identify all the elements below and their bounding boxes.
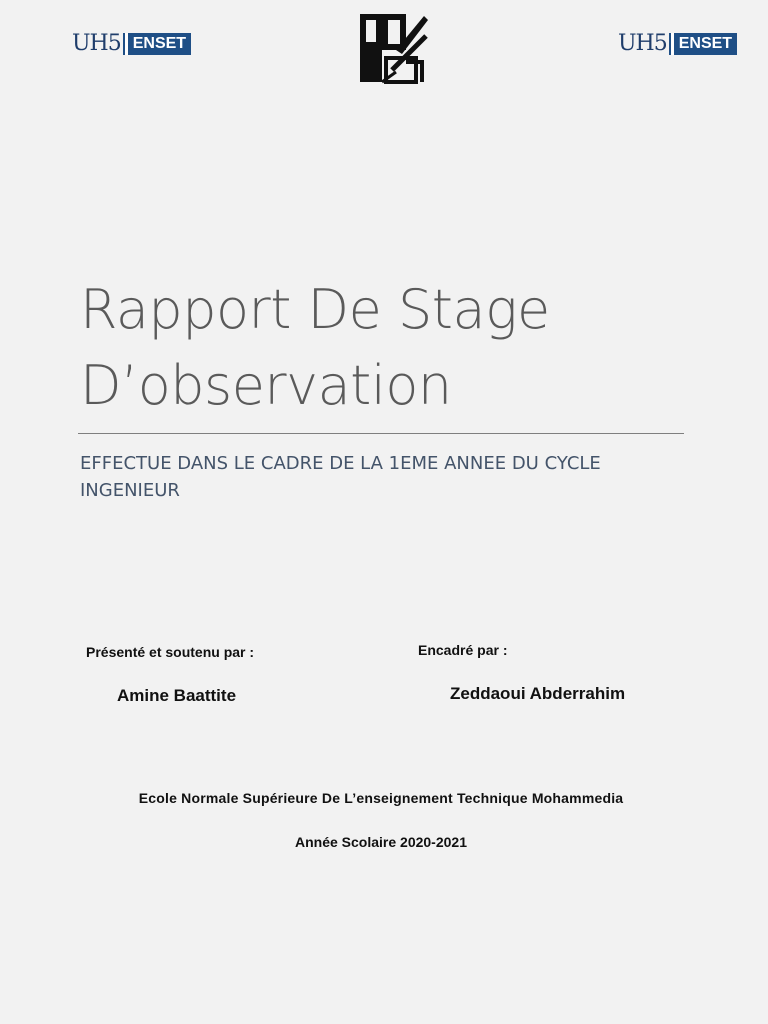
title-divider bbox=[78, 433, 684, 434]
document-title bbox=[80, 272, 700, 424]
subtitle-line-1: EFFECTUE DANS LE CADRE DE LA 1EME ANNEE DU CYCLE bbox=[80, 453, 601, 474]
ensem-monogram-icon bbox=[356, 10, 432, 86]
university-mark-left: UH5 bbox=[72, 31, 121, 56]
center-logo bbox=[356, 10, 432, 86]
presented-by-label: Présenté et soutenu par : bbox=[86, 644, 255, 660]
student-name: Amine Baattite bbox=[117, 686, 237, 705]
document-subtitle bbox=[80, 450, 690, 504]
supervisor-name: Zeddaoui Abderrahim bbox=[450, 684, 626, 703]
enset-badge-right: ENSET bbox=[671, 33, 737, 55]
school-name: Ecole Normale Supérieure De L’enseignement Technique Mohammedia bbox=[138, 790, 624, 806]
title-line-2: D’observation bbox=[80, 354, 452, 417]
academic-year: Année Scolaire 2020-2021 bbox=[295, 834, 467, 850]
enset-badge-left: ENSET bbox=[125, 33, 191, 55]
title-line-1: Rapport De Stage bbox=[80, 278, 550, 341]
supervised-by-label: Encadré par : bbox=[418, 642, 508, 658]
left-logo bbox=[72, 30, 191, 58]
subtitle-line-2: INGENIEUR bbox=[80, 480, 180, 501]
university-mark-right: UH5 bbox=[618, 31, 667, 56]
right-logo bbox=[618, 30, 737, 58]
